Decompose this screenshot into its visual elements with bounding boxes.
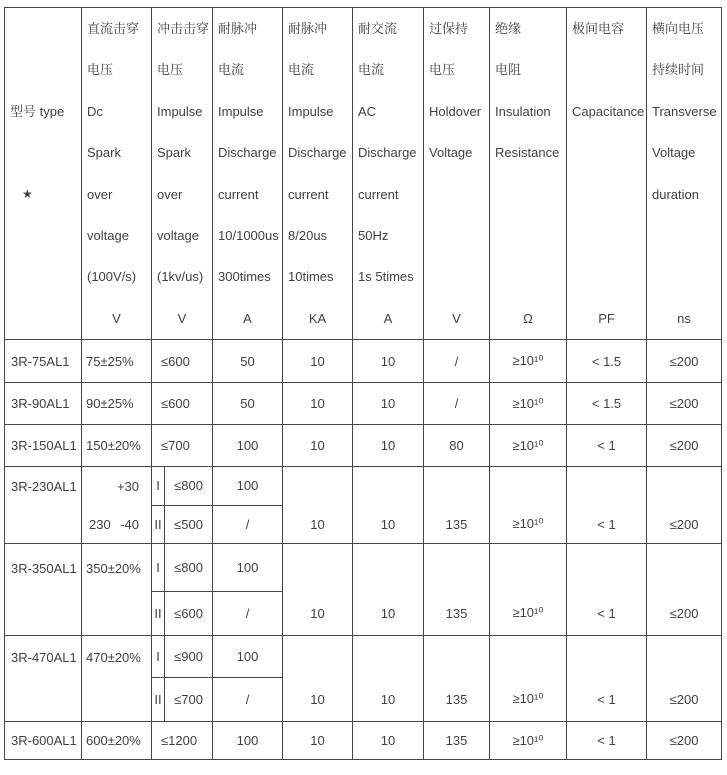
header-line (424, 256, 489, 297)
header-line: Voltage (429, 145, 473, 161)
header-line (5, 256, 81, 297)
header-impulse-spark-over-voltage (152, 8, 213, 340)
header-line: current (218, 186, 259, 202)
dc-tolerance-minus: -40 (120, 516, 139, 532)
table-row (5, 636, 722, 678)
header-line (5, 298, 81, 339)
cell-insulation-resistance: ≥10¹⁰ (490, 340, 567, 383)
header-dc-spark-over-voltage (82, 8, 152, 340)
model-label: 3R-230AL1 (11, 478, 77, 494)
cell-transverse-duration: ≤200 (647, 340, 722, 383)
header-line: 8/20us (288, 227, 328, 243)
header-capacitance (567, 8, 647, 340)
header-line: 10times (288, 269, 334, 285)
header-line: Holdover (429, 103, 482, 119)
header-line: 电流 (218, 62, 245, 78)
header-line: Impulse (157, 103, 203, 119)
cell-dc-voltage (82, 467, 152, 544)
header-line (5, 49, 81, 90)
cell-capacitance: < 1.5 (567, 340, 647, 383)
cell-impulse-voltage: ≤900 (165, 636, 213, 678)
cell-insulation-resistance (490, 544, 567, 636)
header-line: 电阻 (495, 62, 522, 78)
merged-value: 10 (380, 605, 396, 621)
header-line (567, 174, 646, 215)
cell-insulation-resistance (490, 467, 567, 544)
cell-capacitance: < 1 (567, 722, 647, 760)
merged-value: ≥10¹⁰ (512, 605, 544, 621)
cell-impulse-current-10-1000: 50 (213, 340, 283, 383)
header-line: 10/1000us (218, 227, 279, 243)
spec-table (4, 7, 722, 760)
header-transverse-voltage-duration (647, 8, 722, 340)
header-line: 耐交流 (358, 21, 398, 36)
cell-capacitance (567, 544, 647, 636)
cell-model: 3R-150AL1 (5, 425, 82, 467)
merged-value: 135 (445, 516, 468, 532)
cell-model (5, 467, 82, 544)
merged-value: 10 (310, 516, 325, 532)
header-line: Discharge (218, 145, 277, 161)
cell-insulation-resistance: ≥10¹⁰ (490, 425, 567, 467)
header-line: Spark (157, 145, 191, 161)
cell-impulse-voltage: ≤1200 (152, 722, 213, 760)
cell-holdover-voltage (424, 544, 490, 636)
header-line (567, 215, 646, 256)
cell-ac-current (353, 636, 424, 722)
header-line: 50Hz (358, 227, 389, 243)
cell-impulse-current-10-1000: 100 (213, 467, 283, 506)
dc-value: 470±20% (86, 649, 141, 665)
header-line: 300times (218, 269, 271, 285)
header-line: current (288, 186, 329, 202)
header-line: 电压 (87, 62, 114, 78)
header-unit: KA (308, 310, 327, 326)
header-line: (1kv/us) (157, 269, 204, 285)
header-line: duration (652, 186, 699, 202)
header-line: current (358, 186, 399, 202)
cell-transverse-duration (647, 467, 722, 544)
header-line: 耐脉冲 (218, 21, 258, 36)
header-line (647, 256, 721, 297)
header-line: voltage (87, 227, 129, 243)
merged-value: 10 (380, 691, 396, 707)
cell-ac-current: 10 (353, 722, 424, 760)
cell-holdover-voltage (424, 467, 490, 544)
cell-grade: I (152, 636, 165, 678)
header-line (647, 215, 721, 256)
header-line: 冲击击穿 (157, 21, 210, 36)
merged-value: ≥10¹⁰ (512, 516, 544, 532)
model-label: 3R-350AL1 (11, 560, 77, 576)
cell-impulse-voltage: ≤700 (165, 678, 213, 722)
cell-model: 3R-600AL1 (5, 722, 82, 760)
cell-holdover-voltage: / (424, 340, 490, 383)
model-label: 3R-470AL1 (11, 649, 77, 665)
merged-value: 10 (310, 605, 325, 621)
cell-impulse-voltage: ≤700 (152, 425, 213, 467)
header-line: Capacitance (572, 103, 645, 119)
cell-impulse-current-8-20 (283, 544, 353, 636)
table-row (5, 340, 722, 383)
cell-impulse-current-10-1000: 100 (213, 425, 283, 467)
header-holdover-voltage (424, 8, 490, 340)
cell-impulse-voltage: ≤600 (152, 340, 213, 383)
header-unit: V (177, 310, 187, 326)
header-line (424, 174, 489, 215)
header-line (490, 174, 566, 215)
header-line: Discharge (358, 145, 417, 161)
cell-ac-current: 10 (353, 425, 424, 467)
header-line: Transverse (652, 103, 717, 119)
header-line: 电流 (288, 62, 315, 78)
cell-impulse-current-10-1000: / (213, 678, 283, 722)
cell-impulse-current-8-20: 10 (283, 425, 353, 467)
header-line (567, 256, 646, 297)
cell-holdover-voltage: 135 (424, 722, 490, 760)
table-row (5, 722, 722, 760)
table-row (5, 383, 722, 425)
cell-impulse-current-10-1000: 50 (213, 383, 283, 425)
cell-grade: II (152, 678, 165, 722)
header-line (5, 132, 81, 173)
cell-holdover-voltage: / (424, 383, 490, 425)
header-line: 电压 (429, 62, 456, 78)
table-row (5, 425, 722, 467)
header-unit: A (243, 310, 252, 326)
header-line: 横向电压 (652, 21, 705, 36)
dc-base-value: 230 (89, 516, 111, 532)
header-unit: A (383, 310, 393, 326)
merged-value: ≤200 (669, 691, 699, 707)
cell-impulse-voltage: ≤800 (165, 544, 213, 592)
header-line (490, 215, 566, 256)
cell-impulse-voltage: ≤800 (165, 467, 213, 506)
cell-holdover-voltage: 80 (424, 425, 490, 467)
cell-insulation-resistance: ≥10¹⁰ (490, 383, 567, 425)
cell-impulse-current-10-1000: 100 (213, 722, 283, 760)
merged-value: < 1 (597, 516, 616, 532)
dc-base-and-minus (82, 505, 151, 543)
header-line: (100V/s) (87, 269, 137, 285)
cell-impulse-current-8-20: 10 (283, 722, 353, 760)
cell-impulse-current-10-1000: / (213, 592, 283, 636)
cell-capacitance: < 1.5 (567, 383, 647, 425)
cell-ac-current (353, 467, 424, 544)
header-line: 电流 (358, 62, 385, 78)
header-line: 极间电容 (572, 21, 625, 36)
cell-impulse-current-8-20 (283, 636, 353, 722)
header-ac-discharge-current (353, 8, 424, 340)
cell-dc-voltage: 90±25% (82, 383, 152, 425)
header-model (5, 8, 82, 340)
cell-insulation-resistance: ≥10¹⁰ (490, 722, 567, 760)
cell-model (5, 636, 82, 722)
cell-capacitance (567, 467, 647, 544)
cell-model: 3R-75AL1 (5, 340, 82, 383)
header-line: over (157, 186, 183, 202)
merged-value: 135 (445, 691, 468, 707)
cell-ac-current: 10 (353, 383, 424, 425)
cell-transverse-duration: ≤200 (647, 425, 722, 467)
star-icon: ★ (22, 186, 33, 201)
merged-value: < 1 (597, 691, 616, 707)
header-line: voltage (157, 227, 199, 243)
cell-impulse-voltage: ≤600 (165, 592, 213, 636)
header-unit: V (112, 310, 121, 326)
cell-transverse-duration: ≤200 (647, 722, 722, 760)
cell-dc-voltage: 75±25% (82, 340, 152, 383)
cell-impulse-current-10-1000: 100 (213, 544, 283, 592)
header-line: Dc (87, 103, 103, 119)
cell-capacitance: < 1 (567, 425, 647, 467)
cell-model (5, 544, 82, 636)
cell-ac-current: 10 (353, 340, 424, 383)
header-line: Impulse (288, 103, 334, 119)
header-unit: PF (598, 310, 615, 326)
cell-impulse-current-8-20: 10 (283, 340, 353, 383)
header-line (567, 49, 646, 90)
header-impulse-discharge-10-1000us (213, 8, 283, 340)
header-line (490, 256, 566, 297)
merged-value: 10 (310, 691, 325, 707)
cell-insulation-resistance (490, 636, 567, 722)
header-line: 电压 (157, 62, 184, 78)
table-row (5, 467, 722, 506)
header-line: Insulation (495, 103, 551, 119)
cell-impulse-voltage: ≤500 (165, 505, 213, 544)
header-line (567, 132, 646, 173)
merged-value: < 1 (597, 605, 616, 621)
header-line (5, 215, 81, 256)
header-line: 持续时间 (652, 62, 705, 78)
header-line: over (87, 186, 113, 202)
cell-impulse-voltage: ≤600 (152, 383, 213, 425)
header-line: Resistance (495, 145, 560, 161)
header-line: Discharge (288, 145, 347, 161)
dc-value: 350±20% (86, 560, 141, 576)
header-unit: Ω (523, 310, 533, 326)
header-line (5, 8, 81, 49)
cell-impulse-current-8-20 (283, 467, 353, 544)
header-line: Voltage (652, 145, 696, 161)
dc-tolerance-plus: +30 (116, 478, 139, 494)
cell-transverse-duration (647, 544, 722, 636)
header-line: Spark (87, 145, 121, 161)
cell-transverse-duration (647, 636, 722, 722)
cell-impulse-current-10-1000: 100 (213, 636, 283, 678)
table-row (5, 544, 722, 592)
header-unit: ns (677, 310, 691, 326)
cell-grade: I (152, 467, 165, 506)
cell-impulse-current-8-20: 10 (283, 383, 353, 425)
header-line: 过保持 (429, 21, 469, 36)
header-line: AC (358, 103, 377, 119)
merged-value: ≤200 (669, 516, 699, 532)
cell-impulse-current-10-1000: / (213, 505, 283, 544)
header-line: 型号 type (10, 103, 65, 119)
header-line (424, 215, 489, 256)
header-row (5, 8, 722, 340)
cell-ac-current (353, 544, 424, 636)
header-unit: V (452, 310, 461, 326)
merged-value: 135 (445, 605, 468, 621)
header-line: Impulse (218, 103, 264, 119)
cell-grade: II (152, 592, 165, 636)
cell-dc-voltage: 150±20% (82, 425, 152, 467)
header-line: 绝缘 (495, 21, 522, 36)
merged-value: 10 (380, 516, 396, 532)
cell-grade: II (152, 505, 165, 544)
cell-dc-voltage (82, 544, 152, 636)
cell-capacitance (567, 636, 647, 722)
header-line: 1s 5times (358, 269, 414, 285)
header-insulation-resistance (490, 8, 567, 340)
cell-transverse-duration: ≤200 (647, 383, 722, 425)
cell-grade: I (152, 544, 165, 592)
header-impulse-discharge-8-20us (283, 8, 353, 340)
header-line: 耐脉冲 (288, 21, 328, 36)
cell-dc-voltage (82, 636, 152, 722)
header-line: 直流击穿 (87, 21, 140, 36)
merged-value: ≥10¹⁰ (512, 691, 544, 707)
cell-dc-voltage: 600±20% (82, 722, 152, 760)
cell-holdover-voltage (424, 636, 490, 722)
cell-model: 3R-90AL1 (5, 383, 82, 425)
merged-value: ≤200 (669, 605, 699, 621)
